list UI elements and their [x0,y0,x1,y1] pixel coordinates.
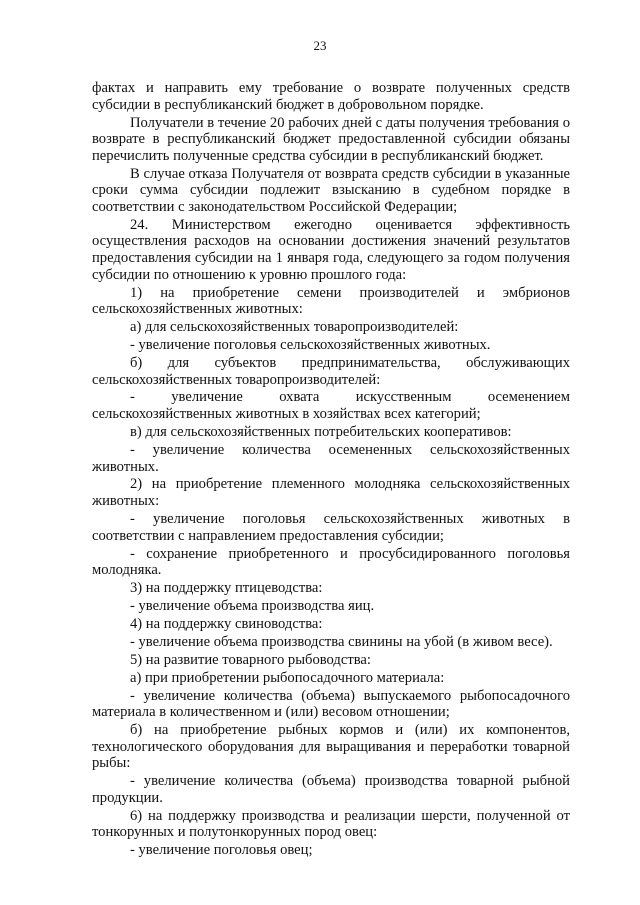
paragraph: 24. Министерством ежегодно оценивается эффективность осуществления расходов на основании достижения значений результатов предоставления субсидии на 1 января года, следующего за годом получения субсидии по отношению к уровню прошлого года: [92,216,570,283]
paragraph: 3) на поддержку птицеводства: [130,580,323,597]
page-number: 23 [313,38,327,53]
paragraph: - увеличение охвата искусственным осеменением сельскохозяйственных животных в хозяйствах всех категорий; [92,389,570,423]
paragraph: - увеличение количества (объема) производства товарной рыбной продукции. [92,773,570,806]
paragraph: 6) на поддержку производства и реализации шерсти, полученной от тонкорунных и полутонкорунных пород овец: [92,807,570,841]
paragraph: 5) на развитие товарного рыбоводства: [130,651,371,668]
paragraph: В случае отказа Получателя от возврата средств субсидии в указанные сроки сумма субсидии подлежит взысканию в судебном порядке в соответствии с законодательством Российской Федерации; [92,165,570,215]
paragraph: Получатели в течение 20 рабочих дней с даты получения требования о возврате в республиканский бюджет предоставленной субсидии обязаны перечислить полученные средства субсидии в республиканский бюджет. [92,114,570,164]
paragraph: - увеличение количества (объема) выпускаемого рыбопосадочного материала в количественном и (или) весовом отношении; [92,687,570,721]
paragraph: - сохранение приобретенного и просубсидированного поголовья молодняка. [92,545,570,579]
paragraph: 2) на приобретение племенного молодняка сельскохозяйственных животных: [92,476,570,510]
paragraph: фактах и направить ему требование о возврате полученных средств субсидии в республиканский бюджет в добровольном порядке. [92,80,570,113]
paragraph: 1) на приобретение семени производителей и эмбрионов сельскохозяйственных животных: [92,284,570,318]
paragraph: а) при приобретении рыбопосадочного материала: [130,669,445,686]
paragraph: б) для субъектов предпринимательства, обслуживающих сельскохозяйственных товаропроизводителей: [92,354,570,388]
paragraph: б) на приобретение рыбных кормов и (или) их компонентов, технологического оборудования для выращивания и переработки товарной рыбы: [92,722,570,772]
paragraph: 4) на поддержку свиноводства: [130,615,323,632]
paragraph: - увеличение поголовья овец; [130,842,313,859]
paragraph: а) для сельскохозяйственных товаропроизводителей: [130,319,459,336]
paragraph: - увеличение поголовья сельскохозяйственных животных в соответствии с направлением предоставления субсидии; [92,510,570,544]
paragraph: - увеличение поголовья сельскохозяйственных животных. [130,336,491,353]
document-body [92,80,570,860]
paragraph: в) для сельскохозяйственных потребительских кооперативов: [130,423,512,440]
paragraph: - увеличение объема производства свинины на убой (в живом весе). [130,633,553,650]
paragraph: - увеличение объема производства яиц. [130,597,375,614]
paragraph: - увеличение количества осемененных сельскохозяйственных животных. [92,441,570,475]
